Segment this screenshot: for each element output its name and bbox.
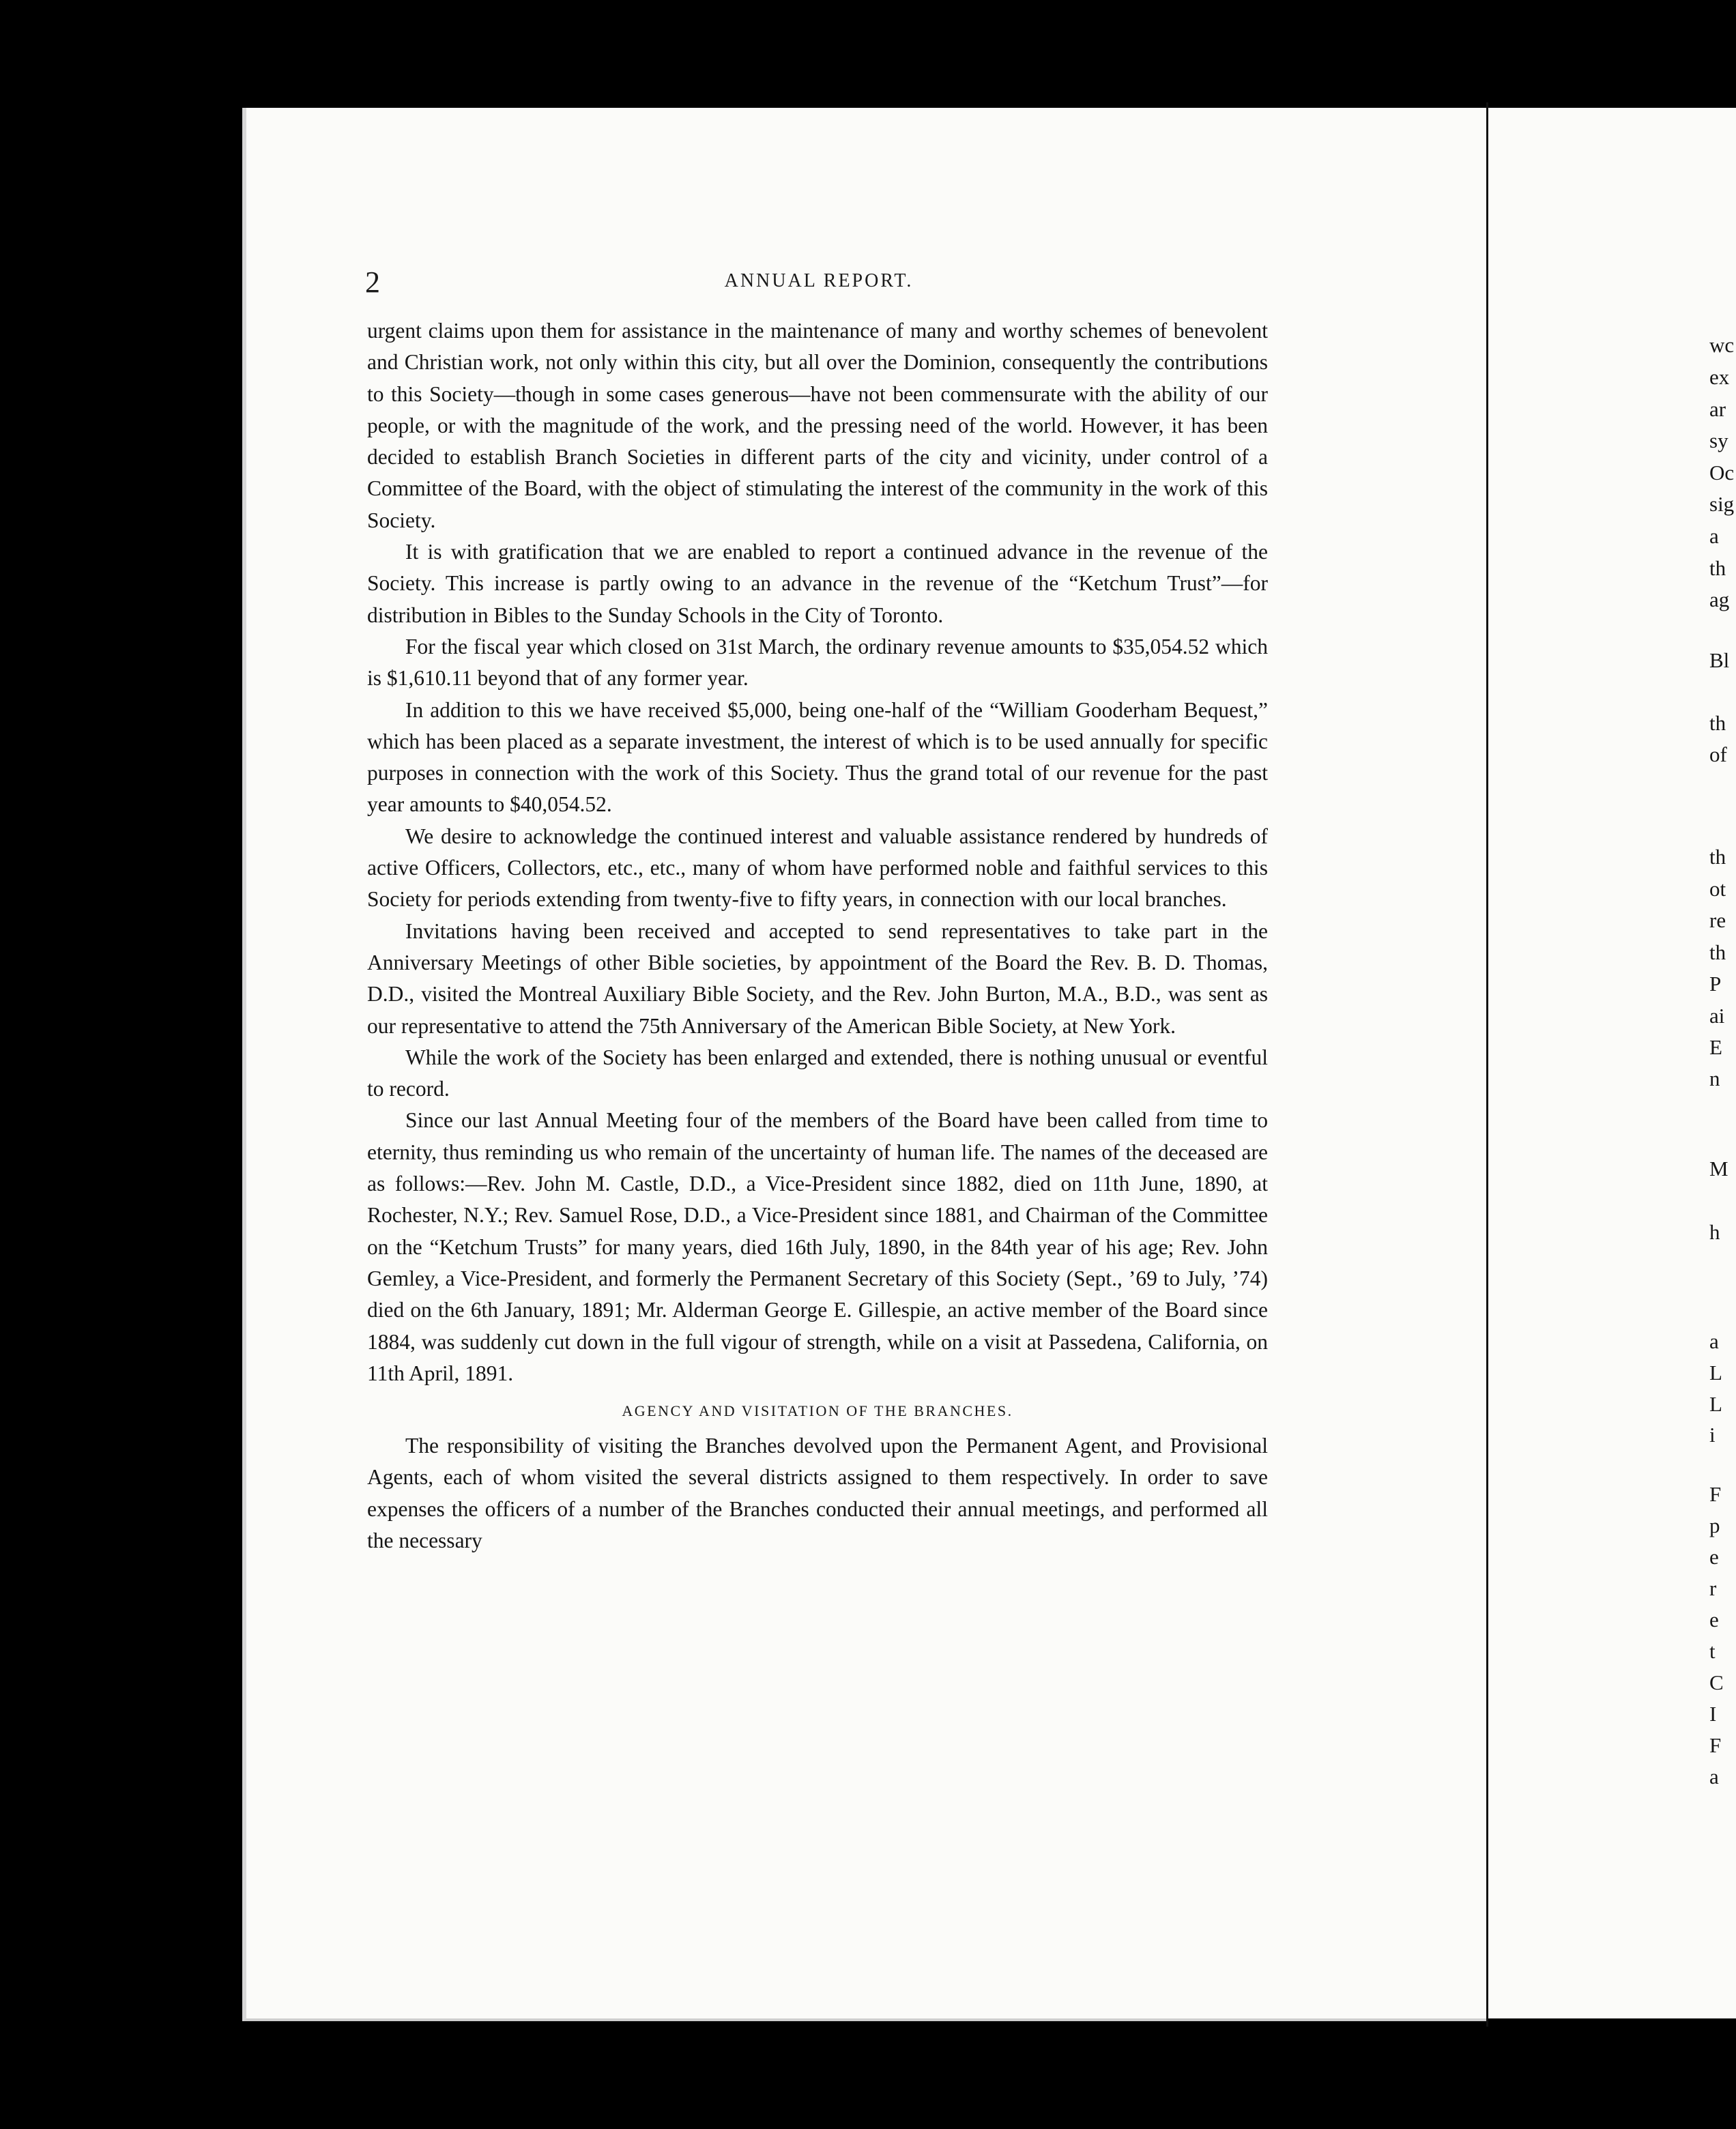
right-page-line-fragment: th	[1709, 845, 1726, 869]
paragraph: For the fiscal year which closed on 31st March, the ordinary revenue amounts to $35,054.52 which is $1,610.11 beyond that of any former year.	[367, 634, 1268, 691]
paragraph: In addition to this we have received $5,000, being one-half of the “William Gooderham Bequest,” which has been placed as a separate investment, the interest of which is to be used annually for specific purposes in connection with the work of this Society. Thus the grand total of our revenue for the past year amounts to $40,054.52.	[367, 697, 1268, 817]
right-page-line-fragment: n	[1709, 1067, 1720, 1090]
right-page-line-fragment: ar	[1709, 397, 1726, 421]
right-page-line-fragment: Bl	[1709, 648, 1730, 672]
right-page-line-fragment: a	[1709, 1765, 1719, 1788]
right-page-line-fragment: sig	[1709, 492, 1735, 516]
right-page-line-fragment: th	[1709, 556, 1726, 580]
right-page-line-fragment: e	[1709, 1545, 1719, 1569]
paragraph: Invitations having been received and accepted to send representatives to take part in the Anniversary Meetings of other Bible societies, by appointment of the Board the Rev. B. D. Thomas, D.D., visited the Montreal Auxiliary Bible Society, and the Rev. John Burton, M.A., B.D., was sent as our representative to attend the 75th Anniversary of the American Bible Society, at New York.	[367, 918, 1268, 1038]
page-gutter	[1486, 102, 1488, 2027]
right-page-line-fragment: a	[1709, 1329, 1719, 1353]
right-page-line-fragment: th	[1709, 940, 1726, 964]
paragraph: The responsibility of visiting the Branches devolved upon the Permanent Agent, and Provisional Agents, each of whom visited the several districts assigned to them respectively. In order to save expenses the officers of a number of the Branches conducted their annual meetings, and performed all the necessary	[367, 1434, 1268, 1552]
paragraph: urgent claims upon them for assistance in the maintenance of many and worthy schemes of benevolent and Christian work, not only within this city, but all over the Dominion, consequently the contributions to this Society—though in some cases generous—have not been commensurate with the ability of our people, or with the magnitude of the work, and the pressing need of the world. However, it has been decided to establish Branch Societies in different parts of the city and vicinity, under control of a Committee of the Board, with the object of stimulating the interest of the community in the work of this Society.	[367, 319, 1268, 532]
right-page-line-fragment: E	[1709, 1035, 1722, 1059]
right-page-line-fragment: e	[1709, 1608, 1719, 1632]
paragraph: Since our last Annual Meeting four of the members of the Board have been called from time to eternity, thus reminding us who remain of the uncertainty of human life. The names of the deceased are as follows:—Rev. John M. Castle, D.D., a Vice-President since 1882, died on 11th June, 1890, at Rochester, N.Y.; Rev. Samuel Rose, D.D., a Vice-President since 1881, and Chairman of the Committee on the “Ketchum Trusts” for many years, died 16th July, 1890, in the 84th year of his age; Rev. John Gemley, a Vice-President, and formerly the Permanent Secretary of this Society (Sept., ’69 to July, ’74) died on the 6th January, 1891; Mr. Alderman George E. Gillespie, an active member of the Board since 1884, was suddenly cut down in the full vigour of strength, while on a visit at Passedena, California, on 11th April, 1891.	[367, 1108, 1268, 1385]
page-header	[365, 265, 1273, 299]
right-page-line-fragment: F	[1709, 1733, 1722, 1757]
right-page-line-fragment: L	[1709, 1361, 1722, 1385]
right-page-line-fragment: M	[1709, 1157, 1728, 1181]
right-page-line-fragment: ot	[1709, 877, 1726, 901]
paragraph: While the work of the Society has been enlarged and extended, there is nothing unusual or eventful to record.	[367, 1045, 1268, 1101]
right-page-line-fragment: th	[1709, 711, 1726, 735]
right-page-line-fragment: re	[1709, 908, 1726, 932]
right-page-line-fragment: ex	[1709, 365, 1730, 389]
right-page-line-fragment: P	[1709, 972, 1722, 996]
right-page-line-fragment: F	[1709, 1482, 1722, 1506]
running-head: ANNUAL REPORT.	[724, 270, 914, 291]
right-page	[1488, 108, 1736, 2018]
right-page-line-fragment: ag	[1709, 588, 1730, 611]
paragraph: We desire to acknowledge the continued interest and valuable assistance rendered by hundreds of active Officers, Collectors, etc., etc., many of whom have performed noble and faithful services to this Society for periods extending from twenty-five to fifty years, in connection with our local branches.	[367, 824, 1268, 912]
section-heading: AGENCY AND VISITATION OF THE BRANCHES.	[622, 1402, 1013, 1420]
paragraph: It is with gratification that we are enabled to report a continued advance in the revenue of the Society. This increase is partly owing to an advance in the revenue of the “Ketchum Trust”—for distribution in Bibles to the Sunday Schools in the City of Toronto.	[367, 540, 1268, 627]
right-page-line-fragment: a	[1709, 524, 1719, 548]
page-number: 2	[365, 265, 380, 299]
right-page-line-fragment: wc	[1709, 333, 1735, 357]
right-page-line-fragment: of	[1709, 742, 1727, 766]
right-page-line-fragment: p	[1709, 1514, 1720, 1537]
right-page-line-fragment: ai	[1709, 1004, 1725, 1028]
right-page-line-fragment: Oc	[1709, 461, 1735, 484]
body-text	[367, 315, 1268, 1556]
right-page-line-fragment: L	[1709, 1392, 1722, 1416]
right-page-line-fragment: sy	[1709, 429, 1728, 452]
right-page-line-fragment: r	[1709, 1576, 1717, 1600]
right-page-line-fragment: i	[1709, 1423, 1716, 1447]
right-page-line-fragment: C	[1709, 1670, 1724, 1694]
right-page-line-fragment: h	[1709, 1220, 1720, 1244]
right-page-line-fragment: t	[1709, 1639, 1716, 1663]
right-page-line-fragment: I	[1709, 1702, 1717, 1726]
